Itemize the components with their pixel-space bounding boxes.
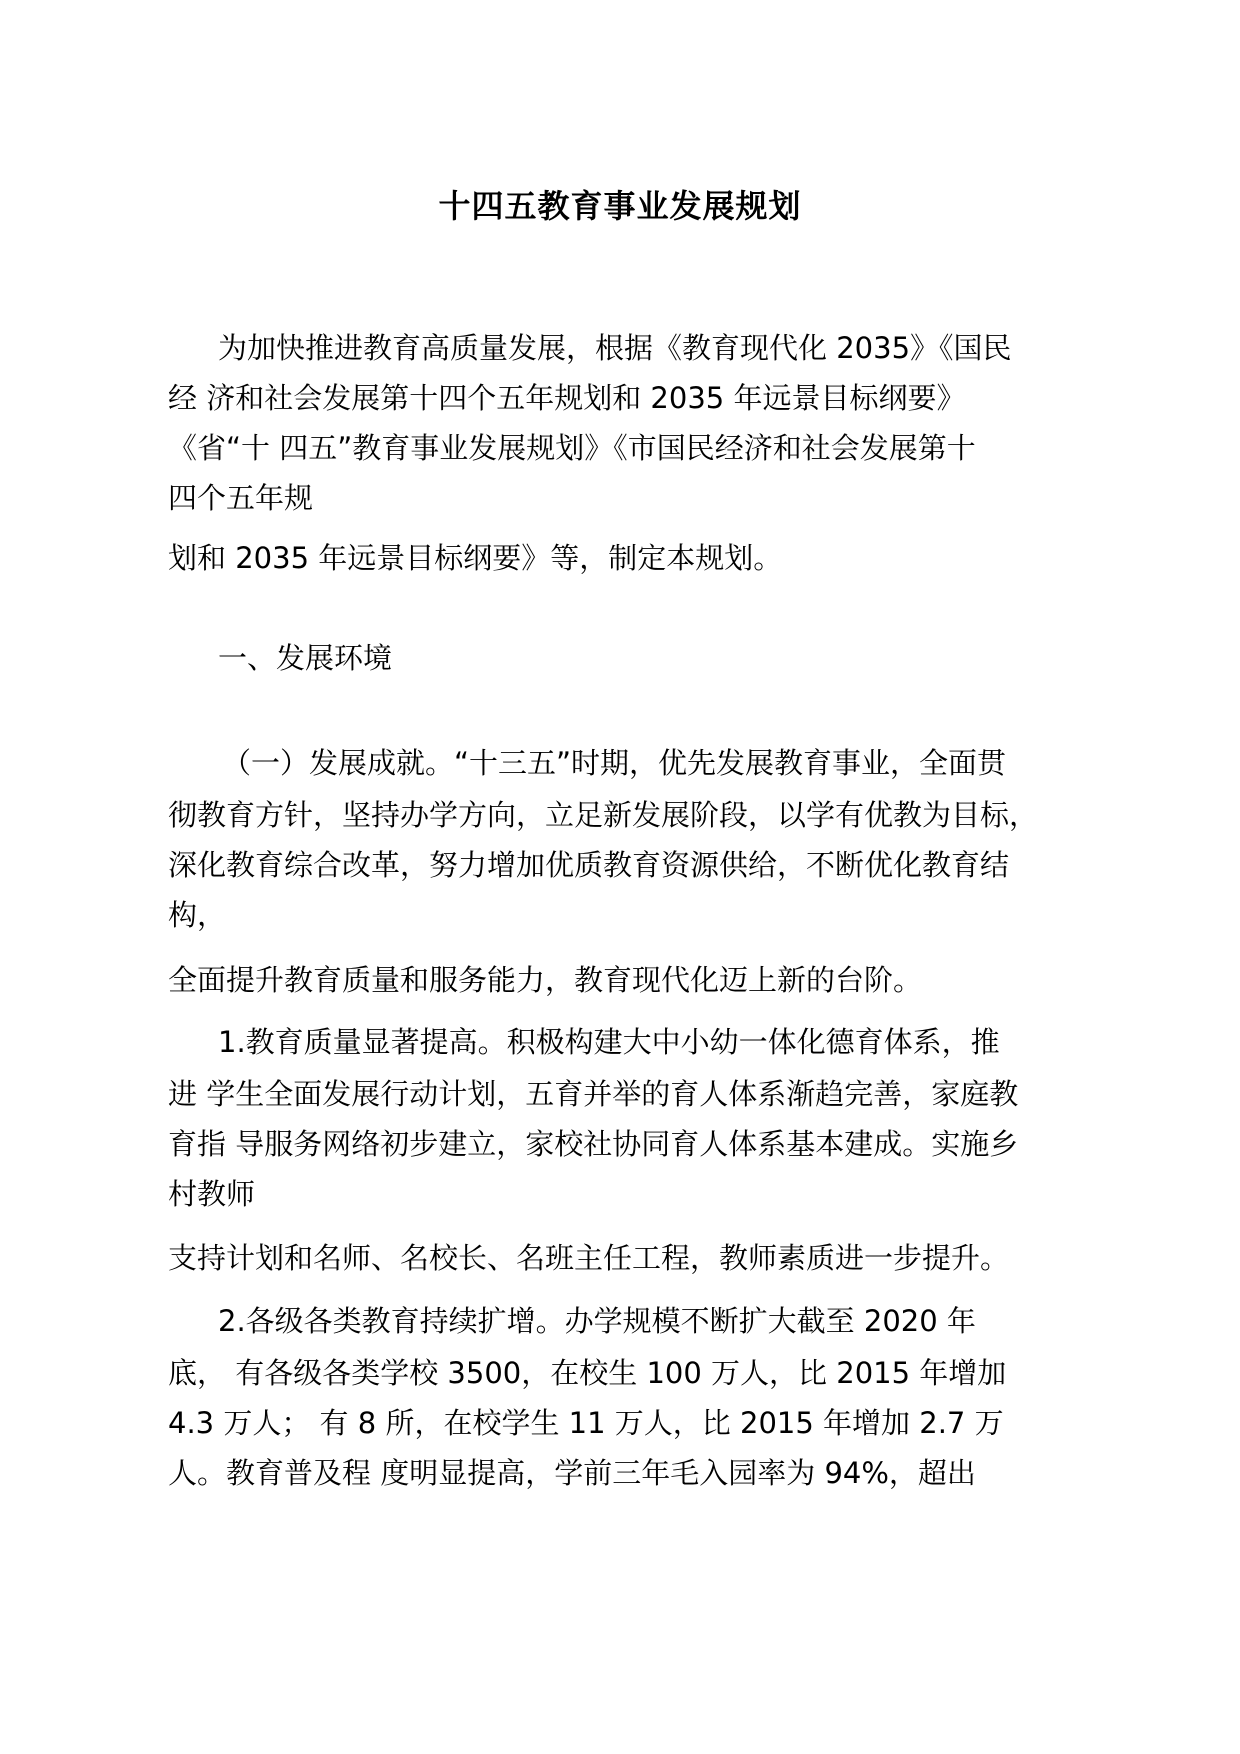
paragraph-line: 经 济和社会发展第十四个五年规划和 2035 年远景目标纲要》 xyxy=(168,381,966,415)
section-heading: 一、发展环境 xyxy=(218,641,393,675)
paragraph-line: （一）发展成就。“十三五”时期，优先发展教育事业，全面贯 xyxy=(222,746,1007,780)
paragraph-line: 全面提升教育质量和服务能力，教育现代化迈上新的台阶。 xyxy=(168,963,923,997)
paragraph-line: 4.3 万人； 有 8 所，在校学生 11 万人，比 2015 年增加 2.7 万 xyxy=(168,1406,1004,1440)
paragraph-line: 为加快推进教育高质量发展，根据《教育现代化 2035》《国民 xyxy=(218,331,1012,365)
paragraph-line: 构， xyxy=(168,898,227,932)
paragraph-line: 人。教育普及程 度明显提高，学前三年毛入园率为 94%，超出 xyxy=(168,1456,976,1490)
paragraph-line: 彻教育方针，坚持办学方向，立足新发展阶段，以学有优教为目标， xyxy=(168,798,1039,832)
paragraph-line: 村教师 xyxy=(168,1177,256,1211)
paragraph-line: 育指 导服务网络初步建立，家校社协同育人体系基本建成。实施乡 xyxy=(168,1127,1019,1161)
document-title: 十四五教育事业发展规划 xyxy=(438,187,802,226)
paragraph-line: 支持计划和名师、名校长、名班主任工程，教师素质进一步提升。 xyxy=(168,1241,1010,1275)
paragraph-line: 深化教育综合改革，努力增加优质教育资源供给，不断优化教育结 xyxy=(168,848,1010,882)
paragraph-line: 2.各级各类教育持续扩增。办学规模不断扩大截至 2020 年 xyxy=(218,1304,976,1338)
paragraph-line: 1.教育质量显著提高。积极构建大中小幼一体化德育体系，推 xyxy=(218,1025,1000,1059)
paragraph-line: 底， 有各级各类学校 3500，在校生 100 万人，比 2015 年增加 xyxy=(168,1356,1007,1390)
paragraph-line: 四个五年规 xyxy=(168,481,314,515)
paragraph-line: 《省“十 四五”教育事业发展规划》《市国民经济和社会发展第十 xyxy=(168,431,976,465)
paragraph-line: 划和 2035 年远景目标纲要》等，制定本规划。 xyxy=(168,541,783,575)
paragraph-line: 进 学生全面发展行动计划，五育并举的育人体系渐趋完善，家庭教 xyxy=(168,1077,1019,1111)
